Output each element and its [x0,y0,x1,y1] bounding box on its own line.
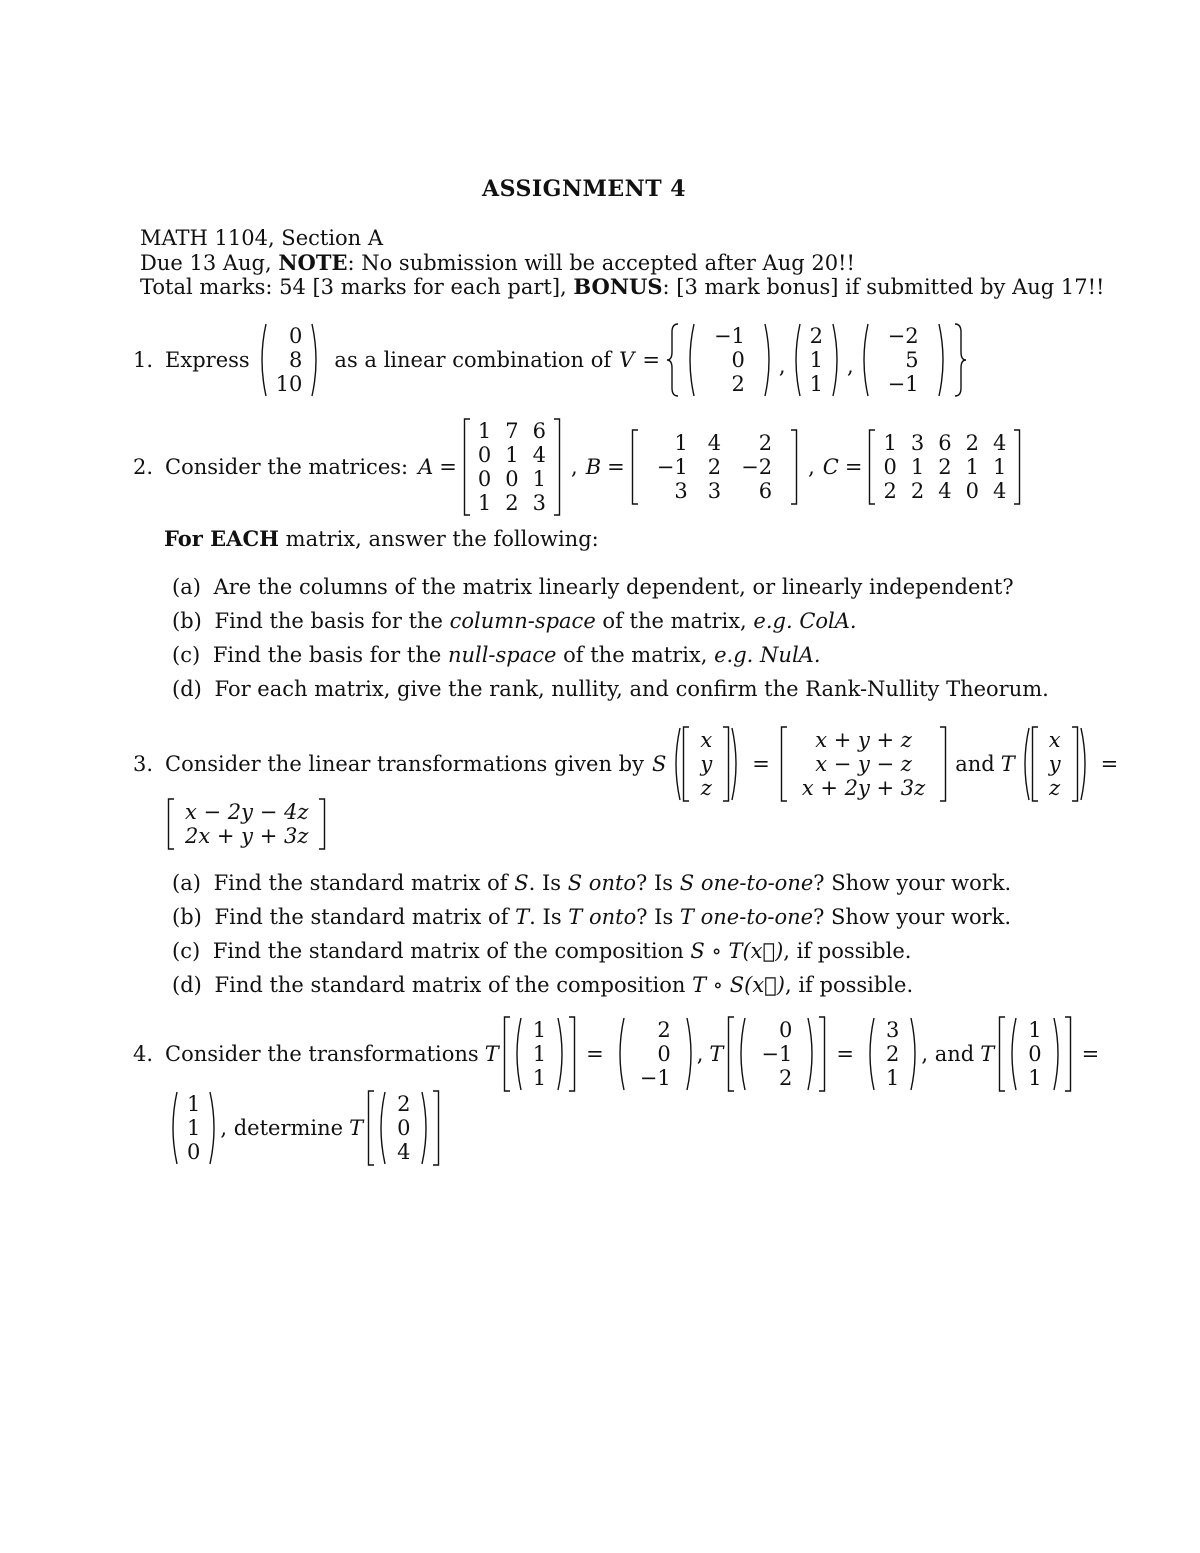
equals: = [439,455,457,479]
right-brace-icon [953,322,967,398]
q1-target-vector [256,322,323,398]
q4-t-symbol: T [349,1116,364,1140]
q1-mid-text: as a linear combination of [334,348,612,372]
comma: , [808,455,815,479]
matrix-cell: 3 [674,479,688,503]
vector-entry: x + 2y + 3z [801,776,926,800]
vector-entry: 1 [187,1116,201,1140]
part-text: of the matrix, [595,609,754,633]
q2-intro: Consider the matrices: [165,455,409,479]
part-emphasis: onto [588,905,637,929]
part-label: (b) [172,609,202,633]
q4-query-vector [367,1090,440,1166]
vector-entry: −1 [887,372,919,396]
part-label: (d) [172,677,202,701]
part-text: ? Is [636,905,680,929]
comma: , [696,1042,704,1066]
vector-entry: 2 [885,1042,900,1066]
vector-entry: z [1049,776,1061,800]
part-symbol: T [515,905,530,929]
matrix-cell: 7 [505,419,519,443]
matrix-a-name: A [418,455,434,479]
q4-number: 4. [133,1042,154,1066]
vector-entry: 2 [778,1066,793,1090]
q1-vector-v1 [684,322,775,398]
vector-entry: 5 [905,348,919,372]
part-text: , if possible. [783,939,912,963]
part-emphasis: one-to-one [700,871,814,895]
matrix-cell: 3 [532,491,547,515]
part-symbol: S ∘ T(x⃗) [690,939,784,963]
part-label: (c) [172,643,201,667]
q4-intro: Consider the transformations [165,1042,479,1066]
part-label: (a) [172,575,201,599]
part-text: Find the standard matrix of [213,871,515,895]
vector-entry: y [700,752,713,776]
part-label: (b) [172,905,202,929]
matrix-cell: 0 [965,479,979,503]
part-symbol: S [567,871,583,895]
q4-determine: , determine [220,1116,344,1140]
vector-entry: 0 [778,1018,793,1042]
matrix-cell: 1 [505,443,519,467]
matrix-cell: 4 [938,479,952,503]
q1-vector-v3 [858,322,949,398]
matrix-cell: 1 [532,467,547,491]
bonus-label: BONUS [573,274,663,299]
left-brace-icon [666,322,680,398]
q3-part-a [172,873,1011,894]
part-text: Find the basis for the [212,643,448,667]
part-label: (d) [172,973,202,997]
q4-output-3 [167,1090,220,1166]
note-text: : No submission will be accepted after Aug 20!! [347,251,855,275]
matrix-b-name: B [585,455,602,479]
vector-entry: 2 [731,372,745,396]
vector-entry: 0 [657,1042,671,1066]
q2-part-a [172,577,1014,598]
vector-entry: x − y − z [815,752,912,776]
vector-entry: 10 [275,372,303,396]
vector-entry: x [700,728,713,752]
vector-entry: 1 [809,372,823,396]
part-emphasis: e.g. [753,609,793,633]
q4-output-1 [614,1016,697,1092]
part-text: ? Show your work. [813,905,1012,929]
q4-t-symbol: T [709,1042,724,1066]
part-symbol: S [679,871,695,895]
vector-entry: 1 [809,348,823,372]
vector-entry: 1 [885,1066,900,1090]
vector-entry: 3 [885,1018,900,1042]
q4-output-2 [864,1016,921,1092]
due-line [140,252,855,274]
q3-part-d [172,975,913,996]
vector-entry: 2 [809,324,823,348]
part-text: Find the standard matrix of the composition [214,973,693,997]
q1-set-name: V [619,348,635,372]
vector-entry: 1 [532,1042,547,1066]
vector-entry: z [700,776,712,800]
question-4 [133,1016,1099,1092]
matrix-cell: −2 [741,455,773,479]
matrix-cell: 0 [883,455,897,479]
vector-entry: 1 [1028,1066,1042,1090]
part-symbol: ColA. [799,609,857,633]
matrix-cell: 6 [532,419,547,443]
matrix-cell: 6 [758,479,773,503]
q3-t-output [167,798,326,850]
q4-t-symbol: T [980,1042,995,1066]
part-text: , if possible. [784,973,914,997]
question-2 [133,418,1027,516]
equals: = [1081,1042,1100,1066]
matrix-cell: 2 [938,455,952,479]
part-symbol: T [679,905,694,929]
q2-part-c [172,645,821,666]
q3-number: 3. [133,752,154,776]
for-each-bold: For EACH [164,526,279,551]
matrix-cell: 4 [532,443,547,467]
matrix-cell: 2 [910,479,925,503]
q2-part-d [172,679,1049,700]
part-emphasis: e.g. [714,643,754,667]
vector-entry: 1 [532,1066,547,1090]
course-line: MATH 1104, Section A [140,226,384,250]
part-symbol: NulA. [760,643,821,667]
matrix-cell: 0 [505,467,519,491]
vector-entry: 1 [532,1018,547,1042]
part-text: ? Show your work. [813,871,1012,895]
part-text: Find the basis for the [214,609,450,633]
vector-entry: 2 [397,1092,411,1116]
q3-s-symbol: S [651,752,667,776]
matrix-b [631,429,798,505]
marks-line [140,276,1105,298]
equals: = [752,752,770,776]
vector-entry: 0 [289,324,303,348]
part-text: Are the columns of the matrix linearly dependent, or linearly independent? [213,575,1014,599]
matrix-cell: 4 [707,431,722,455]
part-text: ? Is [636,871,680,895]
due-prefix: Due 13 Aug, [140,251,279,275]
matrix-cell: 1 [883,431,897,455]
part-label: (c) [172,939,201,963]
matrix-cell: 1 [477,491,492,515]
for-each-line [164,528,599,550]
matrix-cell: 1 [965,455,979,479]
vector-entry: 1 [187,1092,201,1116]
q4-and: , and [921,1042,975,1066]
q1-equals: = [642,348,660,372]
q3-part-b [172,907,1011,928]
q3-t-input [1019,726,1091,802]
matrix-cell: 1 [477,419,492,443]
matrix-cell: −1 [656,455,688,479]
marks-prefix: Total marks: 54 [3 marks for each part], [140,275,574,299]
q1-number: 1. [133,348,154,372]
equals: = [586,1042,604,1066]
q1-vector-v2 [790,322,843,398]
matrix-c [868,429,1021,505]
q3-t-symbol: T [1000,752,1015,776]
part-text: Find the standard matrix of the composition [212,939,691,963]
part-emphasis: null-space [447,643,557,667]
vector-entry: −1 [761,1042,793,1066]
matrix-cell: 3 [910,431,925,455]
vector-entry: 1 [1028,1018,1042,1042]
comma: , [778,354,786,378]
part-emphasis: column-space [449,609,596,633]
matrix-cell: 0 [477,467,492,491]
part-label: (a) [172,871,201,895]
vector-entry: y [1048,752,1061,776]
vector-entry: 0 [1028,1042,1042,1066]
comma: , [571,455,578,479]
q3-and: and [955,752,995,776]
part-text: . Is [528,871,568,895]
vector-entry: x [1048,728,1061,752]
part-text: . Is [529,905,569,929]
q4-input-1 [503,1016,576,1092]
vector-entry: 2 [657,1018,671,1042]
q4-continuation [167,1090,440,1166]
q4-input-3 [998,1016,1071,1092]
part-symbol: T ∘ S(x⃗) [692,973,785,997]
question-1 [133,322,967,398]
vector-entry: 0 [731,348,745,372]
matrix-cell: 2 [965,431,979,455]
equals: = [844,455,863,479]
vector-entry: x + y + z [815,728,912,752]
part-text: of the matrix, [556,643,715,667]
matrix-cell: 2 [707,455,722,479]
vector-entry: 0 [397,1116,411,1140]
q3-part-c [172,941,911,962]
vector-entry: 2x + y + 3z [185,824,309,848]
q3-s-output [780,726,947,802]
bonus-text: : [3 mark bonus] if submitted by Aug 17!! [662,275,1105,299]
part-emphasis: onto [588,871,637,895]
part-emphasis: one-to-one [700,905,814,929]
q1-express: Express [165,348,250,372]
q2-number: 2. [133,455,154,479]
equals: = [836,1042,854,1066]
comma: , [846,354,854,378]
for-each-rest: matrix, answer the following: [279,527,599,551]
vector-entry: 8 [289,348,303,372]
matrix-cell: 2 [883,479,897,503]
matrix-cell: 1 [910,455,925,479]
vector-entry: x − 2y − 4z [185,800,309,824]
part-text: Find the standard matrix of [214,905,516,929]
matrix-cell: 4 [992,431,1007,455]
part-text: For each matrix, give the rank, nullity, and confirm the Rank-Nullity Theorum. [214,677,1049,701]
matrix-cell: 3 [707,479,722,503]
part-symbol: S [514,871,529,895]
q2-part-b [172,611,857,632]
matrix-cell: 0 [477,443,492,467]
matrix-a [463,418,561,516]
equals: = [1100,752,1119,776]
q4-t-symbol: T [484,1042,499,1066]
vector-entry: −2 [887,324,919,348]
matrix-cell: 6 [938,431,952,455]
vector-entry: −1 [713,324,745,348]
note-label: NOTE [278,250,348,275]
matrix-cell: 1 [992,455,1007,479]
matrix-cell: 1 [674,431,688,455]
vector-entry: 4 [397,1140,411,1164]
page-title: ASSIGNMENT 4 [482,176,687,202]
part-symbol: T [568,905,583,929]
matrix-cell: 4 [992,479,1007,503]
matrix-cell: 2 [758,431,773,455]
q3-intro: Consider the linear transformations given by [165,752,644,776]
matrix-cell: 2 [505,491,519,515]
question-3 [133,726,1118,802]
matrix-c-name: C [822,455,839,479]
q4-input-2 [727,1016,826,1092]
equals: = [607,455,625,479]
vector-entry: −1 [639,1066,671,1090]
vector-entry: 0 [187,1140,201,1164]
q3-s-input [670,726,742,802]
